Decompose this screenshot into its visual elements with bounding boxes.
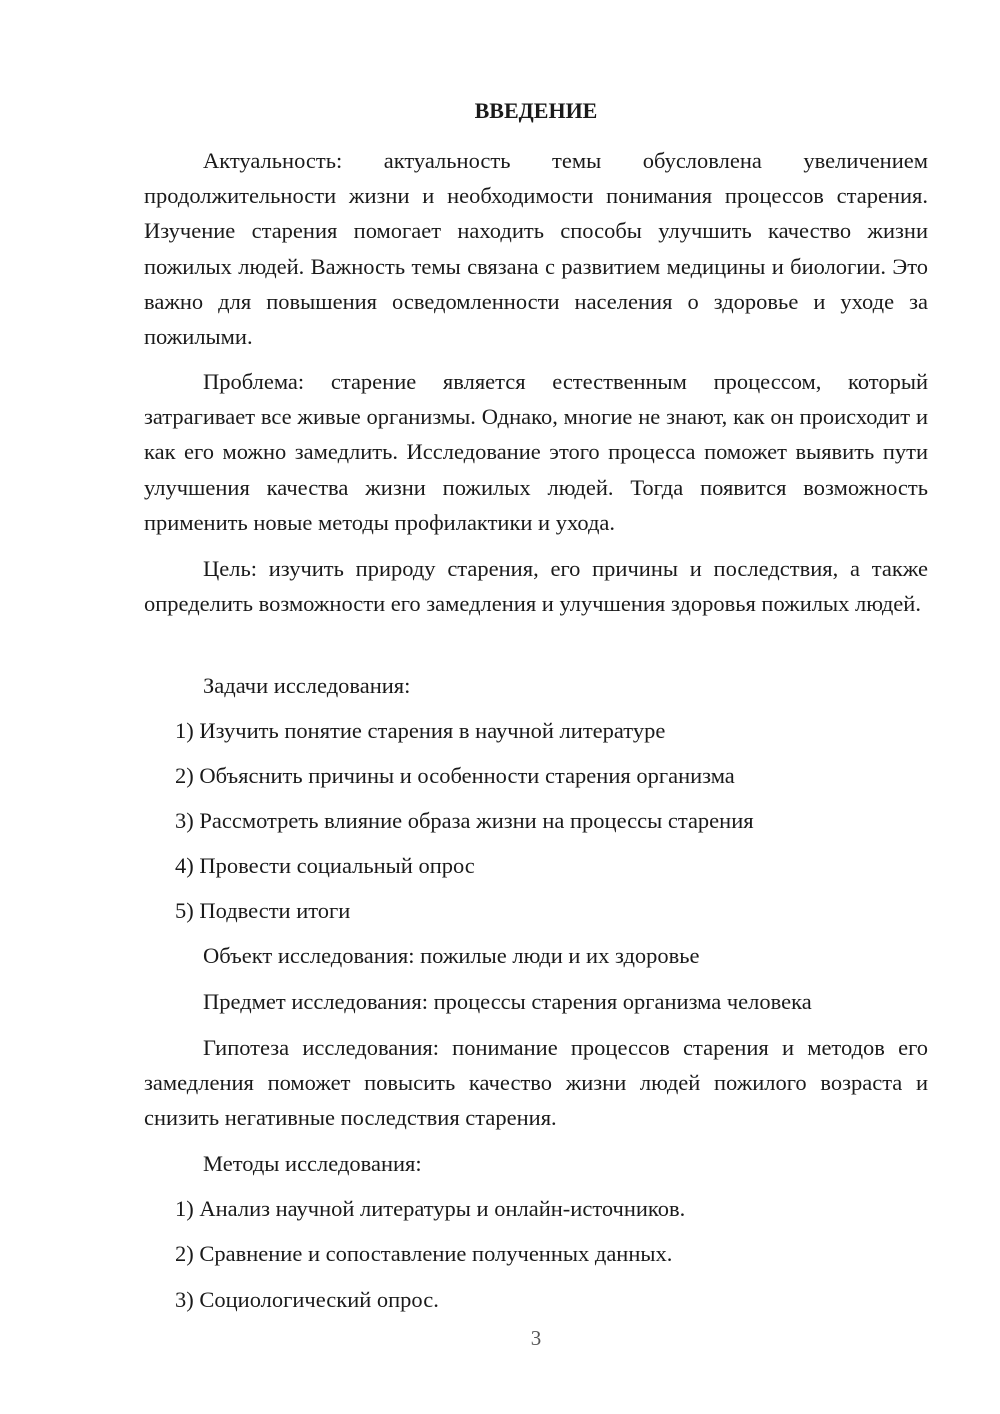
task-item-4: 4) Провести социальный опрос — [175, 853, 475, 878]
method-item-3: 3) Социологический опрос. — [175, 1287, 439, 1312]
task-item-5: 5) Подвести итоги — [175, 898, 351, 923]
page-number: 3 — [530, 1326, 542, 1350]
task-item-2: 2) Объяснить причины и особенности старения организма — [175, 763, 735, 788]
goal-paragraph: Цель: изучить природу старения, его причины и последствия, а также определить возможности его замедления и улучшения здоровья пожилых людей. — [144, 556, 928, 617]
tasks-heading: Задачи исследования: — [203, 673, 411, 698]
methods-heading: Методы исследования: — [203, 1151, 422, 1176]
hypothesis-paragraph: Гипотеза исследования: понимание процессов старения и методов его замедления поможет повысить качество жизни людей пожилого возраста и снизить негативные последствия старения. — [144, 1035, 928, 1131]
method-item-1: 1) Анализ научной литературы и онлайн-источников. — [175, 1196, 686, 1221]
research-object: Объект исследования: пожилые люди и их здоровье — [203, 943, 700, 968]
task-item-1: 1) Изучить понятие старения в научной литературе — [175, 718, 666, 743]
page-title: ВВЕДЕНИЕ — [474, 98, 598, 123]
method-item-2: 2) Сравнение и сопоставление полученных данных. — [175, 1241, 673, 1266]
relevance-paragraph: Актуальность: актуальность темы обусловлена увеличением продолжительности жизни и необходимости понимания процессов старения. Изучение старения помогает находить способы улучшить качество жизни пожилых людей. Важность темы связана с развитием медицины и биологии. Это важно для повышения осведомленности населения о здоровье и уходе за пожилыми. — [144, 148, 928, 350]
task-item-3: 3) Рассмотреть влияние образа жизни на процессы старения — [175, 808, 754, 833]
research-subject: Предмет исследования: процессы старения организма человека — [203, 989, 812, 1014]
problem-paragraph: Проблема: старение является естественным процессом, который затрагивает все живые организмы. Однако, многие не знают, как он происходит и как его можно замедлить. Исследование этого процесса поможет выявить пути улучшения качества жизни пожилых людей. Тогда появится возможность применить новые методы профилактики и ухода. — [144, 369, 928, 535]
